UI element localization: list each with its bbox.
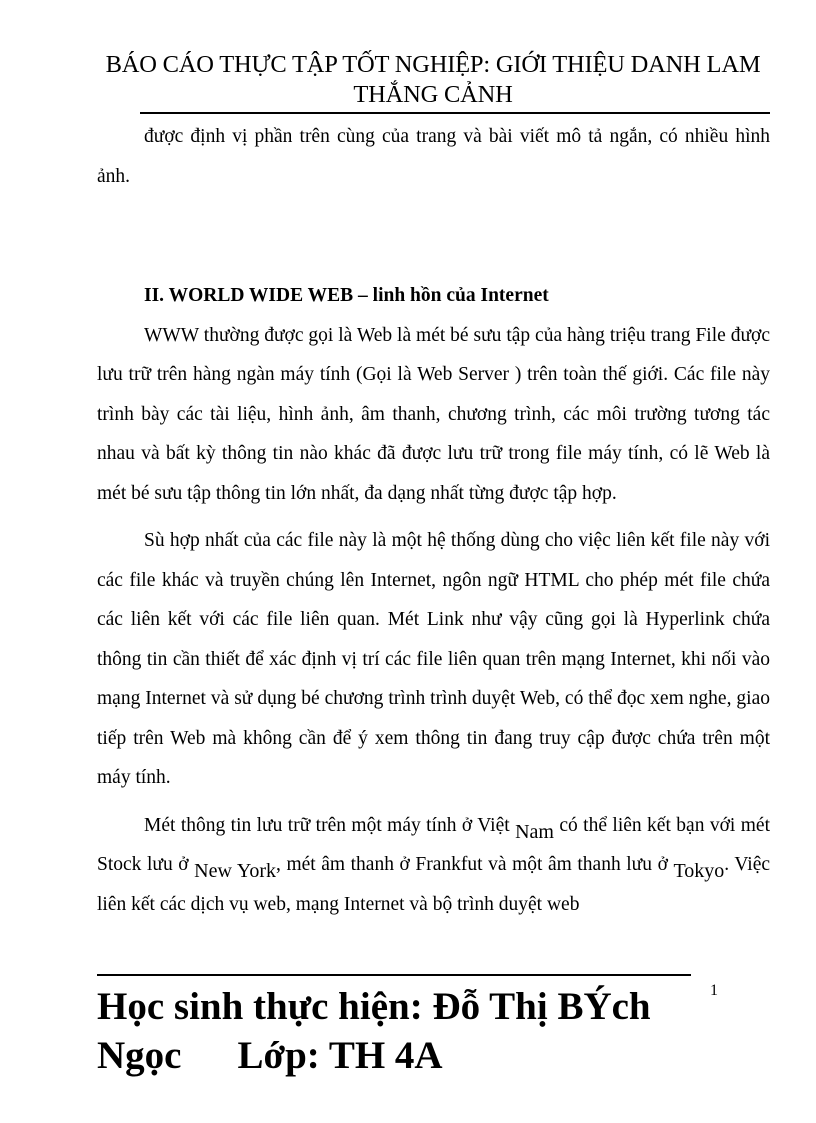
- page-number: 1: [710, 982, 718, 999]
- class-label: Lớp: TH 4A: [237, 1034, 443, 1077]
- footer-student-info: [97, 982, 697, 1080]
- text-run: . Việc liên kết các dịch vụ web, mạng Internet và bộ trình duyệt web: [97, 854, 771, 915]
- student-name: Học sinh thực hiện: Đỗ Thị BÝch Ngọc: [97, 985, 651, 1077]
- location-new-york: New York: [194, 860, 276, 882]
- section-heading: II. WORLD WIDE WEB – linh hồn của Internet: [144, 285, 549, 306]
- location-nam: Nam: [515, 820, 554, 843]
- text-run: có thể liên kết bạn với mét Stock lưu ở: [97, 814, 770, 875]
- paragraph-www: WWW thường được gọi là Web là mét bé sưu tập của hàng triệu trang File được lưu trữ trên hàng ngàn máy tính (Gọi là Web Server ) trên toàn thế giới. Các file này trình bày các tài liệu, hình ảnh, âm thanh, chương trình, các môi trường tương tác nhau và bất kỳ thông tin nào khác đã được lưu trữ trong file máy tính, có lẽ Web là mét bé sưu tập thông tin lớn nhất, đa dạng nhất từng được tập hợp.: [97, 324, 770, 504]
- paragraph-linking-example: [97, 806, 770, 925]
- document-body: [97, 117, 770, 924]
- text-run: , mét âm thanh ở Frankfut và một âm thanh lưu ở: [276, 854, 674, 875]
- footer-divider: [97, 974, 691, 976]
- location-tokyo: Tokyo: [673, 860, 725, 882]
- page-header-title: BÁO CÁO THỰC TẬP TỐT NGHIỆP: GIỚI THIỆU DANH LAM THẮNG CẢNH: [105, 51, 761, 108]
- header-divider: [140, 112, 770, 114]
- text-run: Mét thông tin lưu trữ trên một máy tính ở Việt: [144, 814, 516, 836]
- paragraph-html-links: Sù hợp nhất của các file này là một hệ thống dùng cho việc liên kết file này với các file khác và truyền chúng lên Internet, ngôn ngữ HTML cho phép mét file chứa các liên kết với các file liên quan. Mét Link như vậy cũng gọi là Hyperlink chứa thông tin cần thiết để xác định vị trí các file liên quan trên mạng Internet, khi nối vào mạng Internet và sử dụng bé chương trình trình duyệt Web, có thể đọc xem nghe, giao tiếp trên Web mà không cần để ý xem thông tin đang truy cập được chứa trên một máy tính.: [97, 530, 770, 788]
- intro-paragraph: được định vị phần trên cùng của trang và bài viết mô tả ngắn, có nhiều hình ảnh.: [97, 126, 770, 187]
